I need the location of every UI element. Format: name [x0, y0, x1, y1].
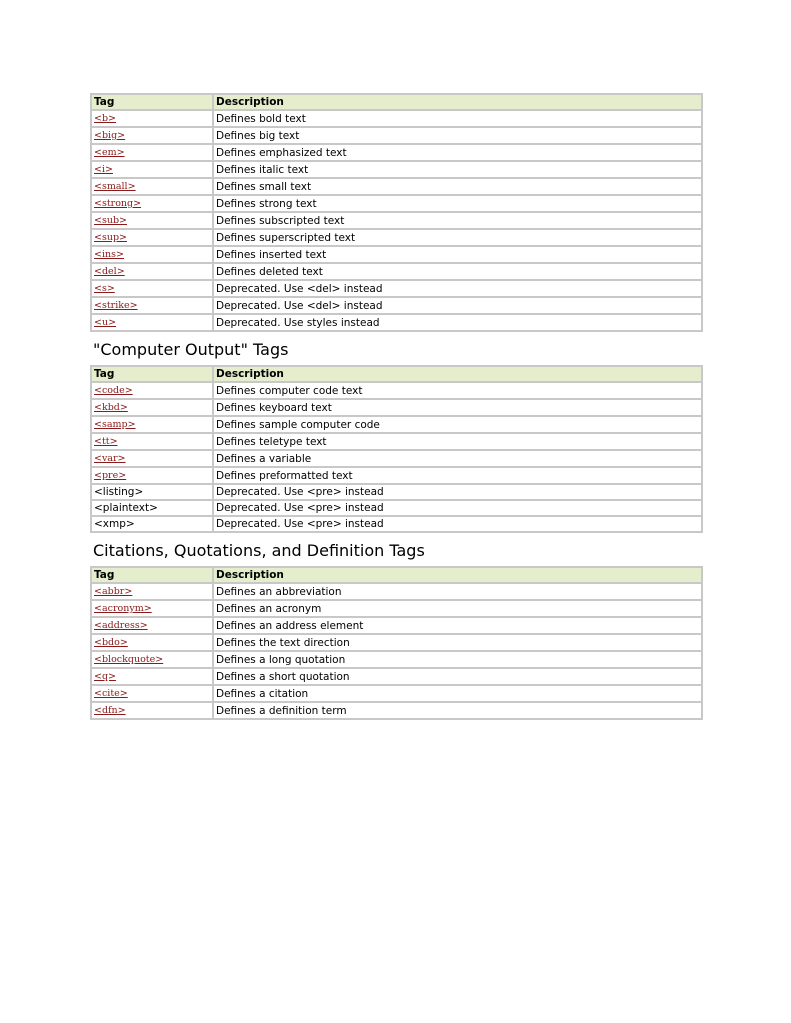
- description-cell: Defines a variable: [213, 450, 702, 467]
- description-cell: Defines a long quotation: [213, 651, 702, 668]
- tag-link[interactable]: <del>: [94, 266, 125, 277]
- tag-reference-table: [90, 93, 703, 332]
- tag-link[interactable]: <tt>: [94, 436, 118, 447]
- tag-cell: [91, 516, 213, 532]
- table-header-row: [91, 94, 702, 110]
- table-row: [91, 314, 702, 331]
- tag-cell: [91, 178, 213, 195]
- table-row: [91, 110, 702, 127]
- tag-cell: [91, 263, 213, 280]
- tag-text: <xmp>: [94, 518, 135, 530]
- tag-cell: [91, 399, 213, 416]
- tag-cell: [91, 382, 213, 399]
- tag-link[interactable]: <code>: [94, 385, 133, 396]
- table-row: [91, 516, 702, 532]
- description-cell: Defines teletype text: [213, 433, 702, 450]
- tag-link[interactable]: <var>: [94, 453, 126, 464]
- tag-link[interactable]: <q>: [94, 671, 117, 682]
- table-row: [91, 467, 702, 484]
- description-cell: Defines small text: [213, 178, 702, 195]
- tag-link[interactable]: <abbr>: [94, 586, 133, 597]
- table-row: [91, 617, 702, 634]
- table-row: [91, 178, 702, 195]
- tag-cell: [91, 450, 213, 467]
- tag-cell: [91, 685, 213, 702]
- section-heading: Citations, Quotations, and Definition Tags: [93, 541, 425, 560]
- tag-cell: [91, 144, 213, 161]
- description-cell: Defines bold text: [213, 110, 702, 127]
- tag-link[interactable]: <big>: [94, 130, 126, 141]
- description-cell: Defines a citation: [213, 685, 702, 702]
- tag-cell: [91, 467, 213, 484]
- column-header-description: Description: [213, 94, 702, 110]
- description-cell: Defines italic text: [213, 161, 702, 178]
- tag-cell: [91, 416, 213, 433]
- table-row: [91, 246, 702, 263]
- tag-cell: [91, 195, 213, 212]
- table-row: [91, 195, 702, 212]
- description-cell: Defines an acronym: [213, 600, 702, 617]
- table-row: [91, 634, 702, 651]
- description-cell: Defines sample computer code: [213, 416, 702, 433]
- tag-cell: [91, 668, 213, 685]
- tag-link[interactable]: <blockquote>: [94, 654, 164, 665]
- tag-link[interactable]: <sub>: [94, 215, 127, 226]
- description-cell: Defines an address element: [213, 617, 702, 634]
- table-header-row: [91, 366, 702, 382]
- tag-link[interactable]: <strong>: [94, 198, 142, 209]
- table-row: [91, 280, 702, 297]
- table-row: [91, 399, 702, 416]
- table-row: [91, 484, 702, 500]
- table-row: [91, 144, 702, 161]
- column-header-tag: Tag: [91, 94, 213, 110]
- tag-cell: [91, 617, 213, 634]
- tag-cell: [91, 433, 213, 450]
- tag-cell: [91, 583, 213, 600]
- column-header-tag: Tag: [91, 366, 213, 382]
- tag-link[interactable]: <s>: [94, 283, 115, 294]
- column-header-description: Description: [213, 366, 702, 382]
- table-row: [91, 161, 702, 178]
- description-cell: Deprecated. Use <del> instead: [213, 280, 702, 297]
- table-row: [91, 263, 702, 280]
- description-cell: Defines computer code text: [213, 382, 702, 399]
- tag-link[interactable]: <cite>: [94, 688, 128, 699]
- tag-link[interactable]: <small>: [94, 181, 136, 192]
- description-cell: Deprecated. Use styles instead: [213, 314, 702, 331]
- description-cell: Defines keyboard text: [213, 399, 702, 416]
- tag-cell: [91, 127, 213, 144]
- tag-text: <plaintext>: [94, 502, 158, 514]
- tag-text: <listing>: [94, 486, 144, 498]
- tag-cell: [91, 600, 213, 617]
- tag-link[interactable]: <i>: [94, 164, 113, 175]
- tag-cell: [91, 212, 213, 229]
- table-row: [91, 583, 702, 600]
- table-row: [91, 685, 702, 702]
- tag-reference-table: [90, 365, 703, 533]
- tag-cell: [91, 651, 213, 668]
- tag-link[interactable]: <dfn>: [94, 705, 126, 716]
- tag-reference-table: [90, 566, 703, 720]
- tag-cell: [91, 110, 213, 127]
- table-row: [91, 229, 702, 246]
- tag-link[interactable]: <pre>: [94, 470, 127, 481]
- description-cell: Defines strong text: [213, 195, 702, 212]
- document-page: [90, 93, 701, 720]
- table-row: [91, 127, 702, 144]
- tag-cell: [91, 280, 213, 297]
- tag-link[interactable]: <acronym>: [94, 603, 152, 614]
- tag-cell: [91, 702, 213, 719]
- description-cell: Defines preformatted text: [213, 467, 702, 484]
- tag-link[interactable]: <kbd>: [94, 402, 128, 413]
- tag-link[interactable]: <sup>: [94, 232, 127, 243]
- tag-cell: [91, 297, 213, 314]
- description-cell: Defines a short quotation: [213, 668, 702, 685]
- description-cell: Defines inserted text: [213, 246, 702, 263]
- table-row: [91, 668, 702, 685]
- column-header-tag: Tag: [91, 567, 213, 583]
- table-row: [91, 382, 702, 399]
- tag-link[interactable]: <em>: [94, 147, 125, 158]
- description-cell: Defines emphasized text: [213, 144, 702, 161]
- description-cell: Defines big text: [213, 127, 702, 144]
- tag-cell: [91, 484, 213, 500]
- section-heading: "Computer Output" Tags: [93, 340, 289, 359]
- tag-cell: [91, 246, 213, 263]
- tag-link[interactable]: <b>: [94, 113, 117, 124]
- tag-cell: [91, 229, 213, 246]
- table-row: [91, 450, 702, 467]
- description-cell: Defines a definition term: [213, 702, 702, 719]
- tag-cell: [91, 500, 213, 516]
- table-row: [91, 500, 702, 516]
- table-row: [91, 416, 702, 433]
- description-cell: Deprecated. Use <pre> instead: [213, 484, 702, 500]
- tag-link[interactable]: <ins>: [94, 249, 124, 260]
- table-row: [91, 297, 702, 314]
- tag-cell: [91, 161, 213, 178]
- tag-link[interactable]: <u>: [94, 317, 117, 328]
- table-row: [91, 600, 702, 617]
- description-cell: Deprecated. Use <pre> instead: [213, 500, 702, 516]
- tag-link[interactable]: <samp>: [94, 419, 136, 430]
- table-row: [91, 651, 702, 668]
- tag-link[interactable]: <address>: [94, 620, 148, 631]
- tag-link[interactable]: <strike>: [94, 300, 138, 311]
- description-cell: Deprecated. Use <pre> instead: [213, 516, 702, 532]
- table-header-row: [91, 567, 702, 583]
- table-row: [91, 702, 702, 719]
- table-row: [91, 212, 702, 229]
- description-cell: Defines deleted text: [213, 263, 702, 280]
- description-cell: Defines subscripted text: [213, 212, 702, 229]
- tag-cell: [91, 634, 213, 651]
- tag-cell: [91, 314, 213, 331]
- table-row: [91, 433, 702, 450]
- column-header-description: Description: [213, 567, 702, 583]
- tag-link[interactable]: <bdo>: [94, 637, 128, 648]
- description-cell: Deprecated. Use <del> instead: [213, 297, 702, 314]
- description-cell: Defines the text direction: [213, 634, 702, 651]
- description-cell: Defines an abbreviation: [213, 583, 702, 600]
- description-cell: Defines superscripted text: [213, 229, 702, 246]
